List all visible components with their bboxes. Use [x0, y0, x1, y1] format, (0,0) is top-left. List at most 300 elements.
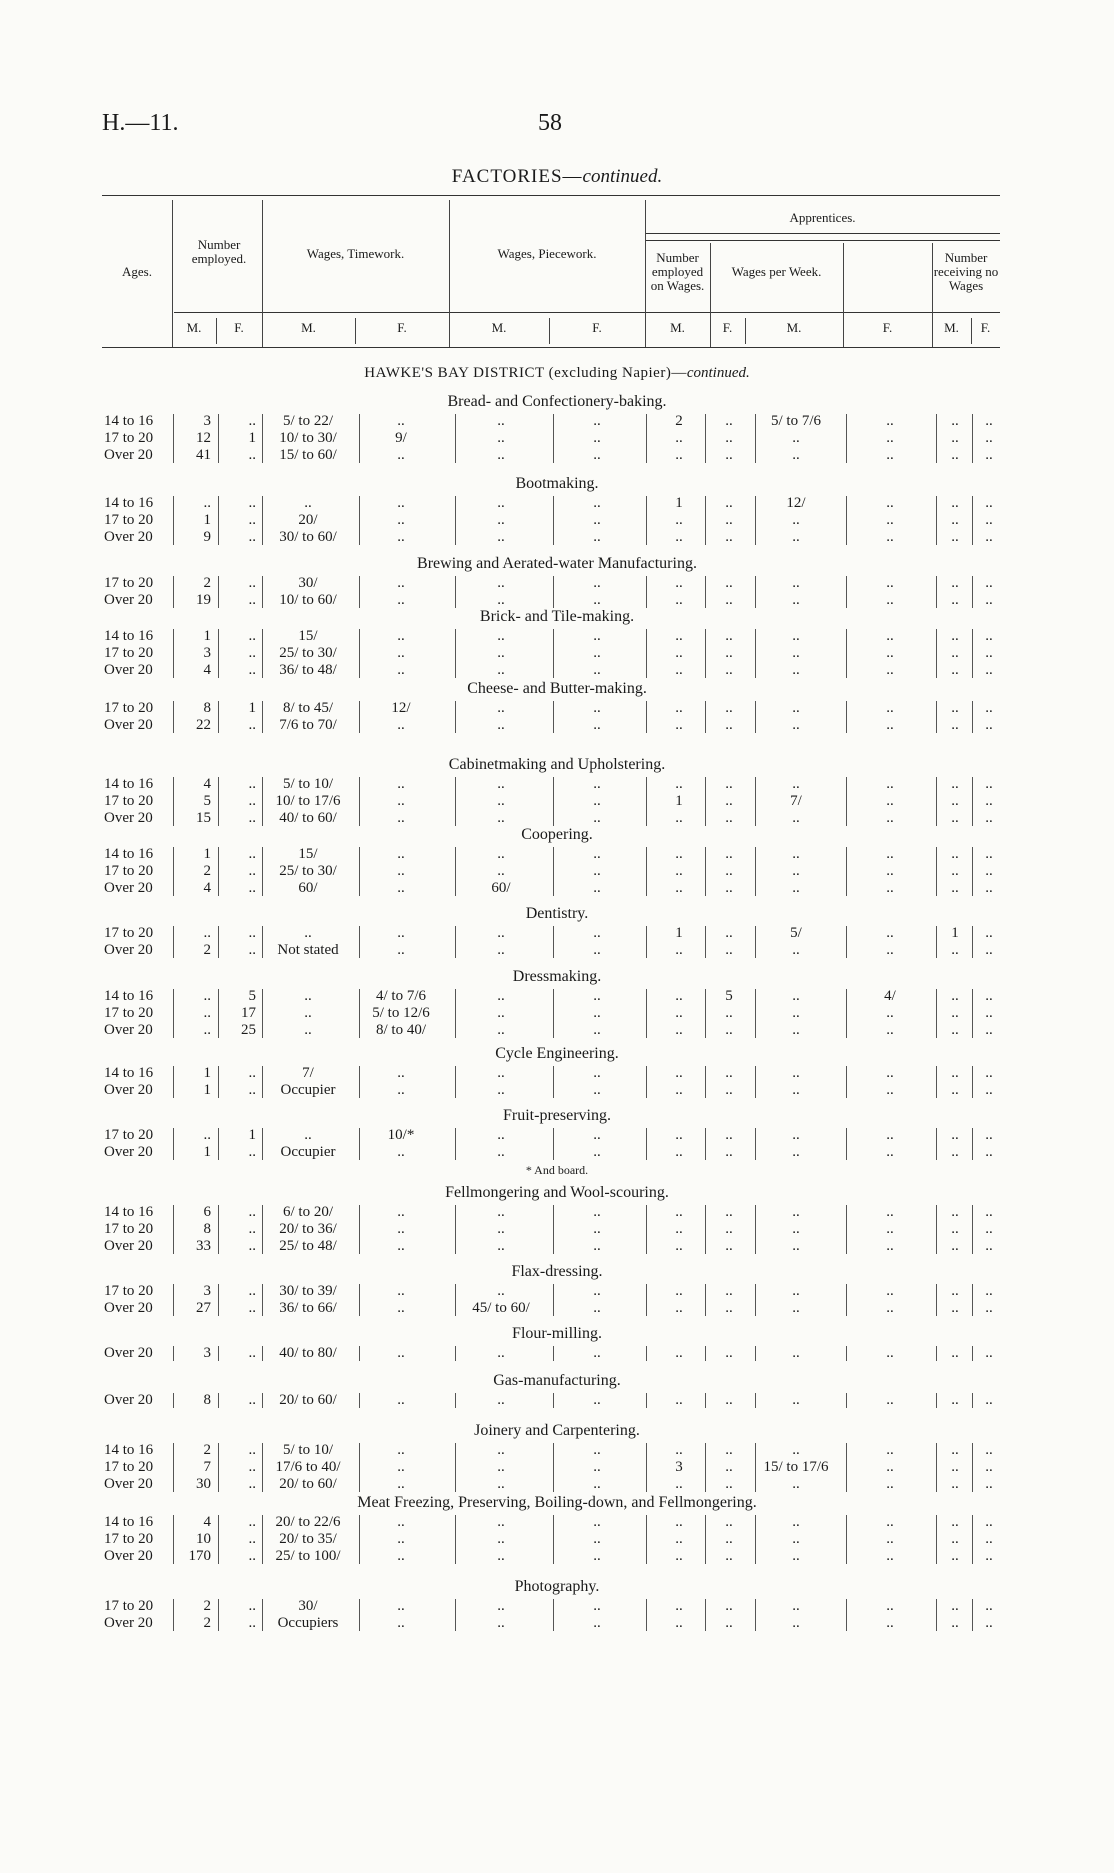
cell-app-wage-m: .. — [792, 1476, 800, 1492]
cell-nowage-m: .. — [951, 810, 959, 826]
column-rule — [936, 1066, 937, 1098]
column-rule — [972, 1346, 973, 1361]
cell-time-f: .. — [397, 645, 405, 661]
cell-app-wage-m: .. — [792, 628, 800, 644]
cell-app-m: .. — [675, 1238, 683, 1254]
cell-app-wage-f: .. — [886, 1615, 894, 1631]
cell-ages: 14 to 16 — [104, 1514, 154, 1530]
cell-emp-m: 15 — [196, 810, 211, 826]
cell-emp-m: 2 — [203, 1598, 211, 1614]
cell-time-f: 12/ — [391, 700, 411, 716]
column-rule — [705, 1599, 706, 1631]
cell-emp-f: .. — [248, 592, 256, 608]
column-rule — [553, 1515, 554, 1564]
cell-emp-m: .. — [203, 1005, 211, 1021]
cell-time-m: 20/ to 60/ — [279, 1476, 337, 1492]
cell-app-f: .. — [725, 863, 733, 879]
cell-emp-m: 5 — [203, 793, 211, 809]
header-ages: Ages. — [122, 264, 152, 279]
cell-time-m: 5/ to 10/ — [282, 776, 333, 792]
cell-app-wage-m: .. — [792, 645, 800, 661]
cell-time-m: 36/ to 66/ — [279, 1300, 337, 1316]
cell-time-f: .. — [397, 717, 405, 733]
cell-ages: 14 to 16 — [104, 1204, 154, 1220]
header-m: M. — [186, 320, 202, 335]
cell-emp-f: .. — [248, 863, 256, 879]
cell-emp-m: 41 — [196, 447, 211, 463]
column-rule — [553, 1066, 554, 1098]
column-rule — [972, 1128, 973, 1160]
cell-emp-f: .. — [248, 1082, 256, 1098]
cell-emp-m: 2 — [203, 1442, 211, 1458]
cell-nowage-m: .. — [951, 512, 959, 528]
cell-nowage-m: .. — [951, 1221, 959, 1237]
cell-app-wage-f: .. — [886, 1598, 894, 1614]
cell-nowage-m: .. — [951, 1548, 959, 1564]
cell-app-m: .. — [675, 1144, 683, 1160]
column-rule — [936, 1205, 937, 1254]
cell-piece-m: .. — [497, 1283, 505, 1299]
header-f: F. — [882, 320, 893, 335]
column-rule — [262, 1066, 263, 1098]
cell-emp-m: 3 — [203, 1283, 211, 1299]
table-row — [0, 1615, 1114, 1632]
column-rule — [553, 1205, 554, 1254]
cell-app-wage-m: .. — [792, 1300, 800, 1316]
column-rule — [553, 1128, 554, 1160]
cell-app-m: .. — [675, 1531, 683, 1547]
cell-nowage-f: .. — [985, 413, 993, 429]
cell-nowage-f: .. — [985, 430, 993, 446]
cell-ages: Over 20 — [104, 1476, 153, 1492]
cell-piece-f: .. — [593, 942, 601, 958]
cell-nowage-m: .. — [951, 1204, 959, 1220]
column-rule — [705, 1443, 706, 1492]
cell-emp-f: 25 — [241, 1022, 256, 1038]
cell-nowage-m: .. — [951, 1065, 959, 1081]
cell-app-wage-m: .. — [792, 1345, 800, 1361]
cell-app-m: .. — [675, 880, 683, 896]
cell-time-m: 36/ to 48/ — [279, 662, 337, 678]
cell-piece-m: .. — [497, 1345, 505, 1361]
column-rule — [262, 701, 263, 733]
cell-time-f: .. — [397, 1082, 405, 1098]
cell-piece-f: .. — [593, 925, 601, 941]
column-rule — [705, 1128, 706, 1160]
column-rule — [755, 1599, 756, 1631]
table-row — [0, 1531, 1114, 1548]
cell-piece-f: .. — [593, 529, 601, 545]
cell-app-wage-f: .. — [886, 413, 894, 429]
cell-nowage-m: .. — [951, 717, 959, 733]
cell-emp-f: .. — [248, 413, 256, 429]
cell-piece-m: 45/ to 60/ — [472, 1300, 530, 1316]
column-rule — [755, 1515, 756, 1564]
section-title: Dressmaking. — [512, 968, 602, 985]
cell-app-m: .. — [675, 1221, 683, 1237]
cell-emp-f: .. — [248, 645, 256, 661]
cell-piece-m: .. — [497, 430, 505, 446]
cell-time-m: 60/ — [298, 880, 318, 896]
cell-piece-m: .. — [497, 1221, 505, 1237]
column-rule — [846, 777, 847, 826]
cell-nowage-m: .. — [951, 529, 959, 545]
column-rule — [972, 496, 973, 545]
cell-piece-m: .. — [497, 1598, 505, 1614]
section-title: Cycle Engineering. — [495, 1045, 619, 1062]
column-rule — [846, 1599, 847, 1631]
cell-piece-m: .. — [497, 1127, 505, 1143]
cell-piece-m: .. — [497, 512, 505, 528]
cell-piece-f: .. — [593, 1144, 601, 1160]
column-rule — [705, 926, 706, 958]
column-rule — [553, 1346, 554, 1361]
column-rule — [972, 701, 973, 733]
header-employed-on-wages: Number employed on Wages. — [650, 250, 705, 293]
cell-time-f: .. — [397, 1065, 405, 1081]
cell-ages: Over 20 — [104, 942, 153, 958]
column-rule — [705, 989, 706, 1038]
cell-piece-m: .. — [497, 592, 505, 608]
cell-app-m: .. — [675, 1392, 683, 1408]
cell-nowage-m: .. — [951, 1127, 959, 1143]
cell-time-m: 30/ — [298, 575, 318, 591]
column-rule — [262, 1205, 263, 1254]
cell-time-m: 15/ — [298, 846, 318, 862]
cell-time-f: .. — [397, 1345, 405, 1361]
cell-emp-m: 7 — [203, 1459, 211, 1475]
column-rule — [262, 414, 263, 463]
cell-piece-f: .. — [593, 1459, 601, 1475]
column-rule — [553, 576, 554, 608]
cell-nowage-m: .. — [951, 430, 959, 446]
column-rule — [705, 1284, 706, 1316]
column-rule — [262, 1393, 263, 1408]
cell-piece-m: .. — [497, 575, 505, 591]
column-rule — [455, 926, 456, 958]
cell-app-wage-f: .. — [886, 1221, 894, 1237]
cell-app-wage-m: 12/ — [786, 495, 806, 511]
cell-nowage-f: .. — [985, 1615, 993, 1631]
cell-time-m: 25/ to 30/ — [279, 863, 337, 879]
cell-app-m: .. — [675, 1082, 683, 1098]
section-title: Brewing and Aerated-water Manufacturing. — [417, 555, 697, 572]
column-rule — [173, 1284, 174, 1316]
cell-nowage-m: .. — [951, 880, 959, 896]
column-rule — [972, 926, 973, 958]
cell-piece-m: .. — [497, 1005, 505, 1021]
cell-piece-f: .. — [593, 1082, 601, 1098]
column-rule — [173, 1599, 174, 1631]
cell-piece-m: .. — [497, 1204, 505, 1220]
cell-app-wage-m: .. — [792, 863, 800, 879]
cell-app-wage-m: .. — [792, 662, 800, 678]
column-rule — [646, 701, 647, 733]
cell-app-wage-f: .. — [886, 1204, 894, 1220]
column-rule — [972, 777, 973, 826]
cell-app-wage-m: .. — [792, 1615, 800, 1631]
cell-nowage-f: .. — [985, 1459, 993, 1475]
district-heading-italic: continued. — [686, 365, 750, 381]
column-rule — [972, 1284, 973, 1316]
cell-piece-m: .. — [497, 645, 505, 661]
cell-time-m: .. — [304, 1127, 312, 1143]
column-rule — [705, 1066, 706, 1098]
header-m: M. — [786, 320, 802, 335]
column-rule — [646, 414, 647, 463]
cell-nowage-m: .. — [951, 1022, 959, 1038]
cell-emp-m: .. — [203, 988, 211, 1004]
cell-nowage-f: .. — [985, 1005, 993, 1021]
cell-nowage-m: .. — [951, 1144, 959, 1160]
column-rule — [455, 989, 456, 1038]
cell-emp-m: 1 — [203, 1065, 211, 1081]
column-rule — [972, 1515, 973, 1564]
cell-emp-f: .. — [248, 1459, 256, 1475]
cell-emp-m: 2 — [203, 1615, 211, 1631]
cell-piece-f: .. — [593, 1005, 601, 1021]
cell-app-f: .. — [725, 1459, 733, 1475]
table-row — [0, 1238, 1114, 1255]
header-m: M. — [301, 320, 316, 335]
cell-ages: 14 to 16 — [104, 1065, 154, 1081]
column-rule — [553, 701, 554, 733]
cell-nowage-f: .. — [985, 1442, 993, 1458]
column-rule — [218, 1443, 219, 1492]
cell-piece-f: .. — [593, 1442, 601, 1458]
cell-piece-m: .. — [497, 1459, 505, 1475]
cell-emp-f: 17 — [241, 1005, 256, 1021]
cell-app-f: .. — [725, 413, 733, 429]
cell-app-m: .. — [675, 1283, 683, 1299]
cell-nowage-m: .. — [951, 1476, 959, 1492]
cell-ages: 14 to 16 — [104, 988, 154, 1004]
column-rule — [646, 847, 647, 896]
cell-nowage-m: .. — [951, 1442, 959, 1458]
column-rule — [553, 847, 554, 896]
cell-nowage-f: .. — [985, 1476, 993, 1492]
cell-emp-f: .. — [248, 1442, 256, 1458]
cell-emp-f: 1 — [248, 1127, 256, 1143]
cell-app-m: .. — [675, 1005, 683, 1021]
cell-nowage-f: .. — [985, 863, 993, 879]
cell-nowage-f: .. — [985, 793, 993, 809]
table-row — [0, 512, 1114, 529]
table-row — [0, 1476, 1114, 1493]
cell-piece-f: .. — [593, 1531, 601, 1547]
column-rule — [846, 496, 847, 545]
column-rule — [646, 1515, 647, 1564]
column-rule — [936, 576, 937, 608]
cell-piece-f: .. — [593, 628, 601, 644]
column-rule — [173, 1205, 174, 1254]
column-rule — [936, 847, 937, 896]
cell-time-f: .. — [397, 1531, 405, 1547]
cell-time-f: .. — [397, 1238, 405, 1254]
cell-nowage-f: .. — [985, 1221, 993, 1237]
cell-app-wage-m: .. — [792, 846, 800, 862]
cell-piece-m: .. — [497, 1476, 505, 1492]
column-rule — [218, 1393, 219, 1408]
cell-nowage-f: .. — [985, 1392, 993, 1408]
table-row — [0, 645, 1114, 662]
cell-nowage-m: .. — [951, 1459, 959, 1475]
cell-ages: Over 20 — [104, 1022, 153, 1038]
cell-time-f: .. — [397, 925, 405, 941]
cell-app-wage-f: .. — [886, 846, 894, 862]
cell-piece-m: .. — [497, 1065, 505, 1081]
column-rule — [218, 496, 219, 545]
cell-emp-f: .. — [248, 1392, 256, 1408]
cell-ages: Over 20 — [104, 447, 153, 463]
cell-piece-m: .. — [497, 1514, 505, 1530]
cell-app-wage-m: 15/ to 17/6 — [763, 1459, 829, 1475]
cell-piece-f: .. — [593, 1300, 601, 1316]
cell-ages: 17 to 20 — [104, 512, 154, 528]
section-title: Dentistry. — [525, 905, 589, 922]
column-rule — [755, 926, 756, 958]
column-rule — [646, 1443, 647, 1492]
column-rule — [846, 847, 847, 896]
cell-app-wage-f: .. — [886, 1065, 894, 1081]
cell-piece-f: .. — [593, 1476, 601, 1492]
cell-piece-f: .. — [593, 810, 601, 826]
cell-app-f: .. — [725, 1598, 733, 1614]
page-title-italic: continued. — [582, 166, 663, 187]
section-title: Bootmaking. — [515, 475, 599, 492]
cell-time-m: 5/ to 22/ — [282, 413, 333, 429]
cell-piece-f: .. — [593, 413, 601, 429]
table-row — [0, 942, 1114, 959]
cell-app-wage-f: .. — [886, 512, 894, 528]
header-number-employed: Number employed. — [191, 237, 247, 266]
header-m: M. — [670, 320, 685, 335]
header-m: M. — [944, 320, 959, 335]
column-rule — [262, 1346, 263, 1361]
cell-app-wage-m: .. — [792, 1531, 800, 1547]
column-rule — [455, 1346, 456, 1361]
cell-app-f: .. — [725, 1204, 733, 1220]
cell-app-f: .. — [725, 925, 733, 941]
cell-nowage-m: .. — [951, 988, 959, 1004]
cell-nowage-f: .. — [985, 717, 993, 733]
cell-emp-f: .. — [248, 942, 256, 958]
column-rule — [755, 1443, 756, 1492]
column-rule — [936, 414, 937, 463]
cell-app-m: .. — [675, 1022, 683, 1038]
cell-emp-f: .. — [248, 1204, 256, 1220]
cell-piece-f: .. — [593, 1598, 601, 1614]
table-row — [0, 925, 1114, 942]
cell-piece-f: .. — [593, 512, 601, 528]
column-rule — [646, 777, 647, 826]
table-row — [0, 1022, 1114, 1039]
cell-time-m: .. — [304, 495, 312, 511]
cell-nowage-m: .. — [951, 863, 959, 879]
cell-app-m: .. — [675, 1345, 683, 1361]
column-rule — [455, 1393, 456, 1408]
column-rule — [705, 414, 706, 463]
cell-nowage-f: .. — [985, 628, 993, 644]
column-rule — [755, 701, 756, 733]
table-row — [0, 1065, 1114, 1082]
cell-time-f: .. — [397, 776, 405, 792]
cell-app-m: .. — [675, 1598, 683, 1614]
cell-time-f: .. — [397, 592, 405, 608]
cell-time-f: .. — [397, 1598, 405, 1614]
header-f: F. — [722, 320, 733, 335]
cell-emp-f: 5 — [248, 988, 256, 1004]
cell-piece-f: .. — [593, 863, 601, 879]
cell-app-wage-m: .. — [792, 717, 800, 733]
table-row — [0, 1221, 1114, 1238]
cell-app-wage-m: .. — [792, 880, 800, 896]
cell-ages: Over 20 — [104, 1300, 153, 1316]
column-rule — [455, 629, 456, 678]
cell-app-wage-f: .. — [886, 662, 894, 678]
cell-emp-f: .. — [248, 447, 256, 463]
column-rule — [936, 777, 937, 826]
cell-emp-f: .. — [248, 529, 256, 545]
column-rule — [755, 989, 756, 1038]
cell-app-wage-f: .. — [886, 1392, 894, 1408]
cell-emp-f: 1 — [248, 700, 256, 716]
cell-app-f: .. — [725, 1392, 733, 1408]
column-rule — [173, 989, 174, 1038]
cell-nowage-f: .. — [985, 925, 993, 941]
column-rule — [972, 1599, 973, 1631]
cell-app-wage-f: .. — [886, 575, 894, 591]
column-rule — [755, 1284, 756, 1316]
column-rule — [359, 777, 360, 826]
cell-emp-m: 19 — [196, 592, 211, 608]
cell-piece-m: .. — [497, 1548, 505, 1564]
column-rule — [646, 1128, 647, 1160]
cell-app-wage-m: .. — [792, 988, 800, 1004]
column-rule — [646, 1393, 647, 1408]
cell-emp-f: .. — [248, 1531, 256, 1547]
column-rule — [972, 414, 973, 463]
cell-app-wage-m: .. — [792, 430, 800, 446]
cell-emp-f: .. — [248, 793, 256, 809]
column-rule — [936, 1443, 937, 1492]
column-rule — [359, 926, 360, 958]
column-rule — [173, 1128, 174, 1160]
cell-piece-f: .. — [593, 1127, 601, 1143]
column-rule — [755, 414, 756, 463]
cell-time-m: 20/ to 22/6 — [275, 1514, 341, 1530]
cell-piece-f: .. — [593, 1615, 601, 1631]
cell-time-m: 7/6 to 70/ — [279, 717, 337, 733]
column-rule — [936, 1284, 937, 1316]
cell-emp-f: .. — [248, 512, 256, 528]
cell-app-wage-m: .. — [792, 1005, 800, 1021]
cell-emp-f: .. — [248, 1615, 256, 1631]
cell-emp-f: .. — [248, 1144, 256, 1160]
cell-piece-f: .. — [593, 645, 601, 661]
cell-app-wage-m: .. — [792, 512, 800, 528]
cell-piece-f: .. — [593, 1221, 601, 1237]
column-rule — [936, 1515, 937, 1564]
cell-emp-f: .. — [248, 575, 256, 591]
cell-piece-f: .. — [593, 1065, 601, 1081]
cell-app-wage-m: .. — [792, 529, 800, 545]
column-rule — [705, 629, 706, 678]
cell-time-f: 5/ to 12/6 — [372, 1005, 430, 1021]
cell-app-wage-m: 7/ — [790, 793, 802, 809]
cell-nowage-m: .. — [951, 1598, 959, 1614]
cell-app-f: .. — [725, 1283, 733, 1299]
